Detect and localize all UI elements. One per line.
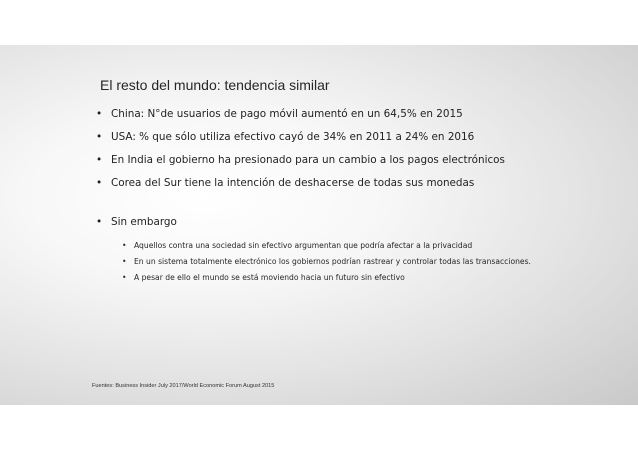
slide (0, 45, 638, 405)
sub-bullet-dot: • (122, 257, 127, 266)
source-citation: Fuentes: Business Insider July 2017/World Economic Forum August 2015 (92, 383, 275, 389)
bullet-dot: • (96, 216, 103, 228)
sub-bullet-text: En un sistema totalmente electrónico los gobiernos podrían rastrear y controlar todas las transacciones. (134, 257, 531, 266)
sub-bullet-tracking (122, 257, 540, 267)
bullet-dot: • (96, 177, 103, 189)
sub-bullet-text: A pesar de ello el mundo se está moviendo hacia un futuro sin efectivo (134, 273, 405, 282)
bullet-dot: • (96, 154, 103, 166)
bullet-china (96, 108, 556, 121)
bullet-gap (96, 200, 556, 216)
slide-title: El resto del mundo: tendencia similar (100, 77, 330, 93)
sub-bullet-dot: • (122, 273, 127, 282)
sub-bullet-dot: • (122, 241, 127, 250)
bullet-india (96, 154, 556, 167)
bullet-dot: • (96, 131, 103, 143)
bullet-sin-embargo (96, 216, 556, 229)
sub-bullet-future (122, 273, 540, 283)
bullet-dot: • (96, 108, 103, 120)
bullet-text: China: N°de usuarios de pago móvil aumentó en un 64,5% en 2015 (111, 108, 463, 120)
bullet-text: Sin embargo (111, 216, 177, 228)
bullet-list (96, 108, 556, 239)
bullet-text: Corea del Sur tiene la intención de deshacerse de todas sus monedas (111, 177, 475, 189)
bullet-usa (96, 131, 556, 144)
bullet-korea (96, 177, 556, 190)
sub-bullet-list (122, 241, 540, 289)
sub-bullet-text: Aquellos contra una sociedad sin efectivo argumentan que podría afectar a la privacidad (134, 241, 473, 250)
bullet-text: USA: % que sólo utiliza efectivo cayó de 34% en 2011 a 24% en 2016 (111, 131, 475, 143)
bullet-text: En India el gobierno ha presionado para un cambio a los pagos electrónicos (111, 154, 505, 166)
sub-bullet-privacy (122, 241, 540, 251)
